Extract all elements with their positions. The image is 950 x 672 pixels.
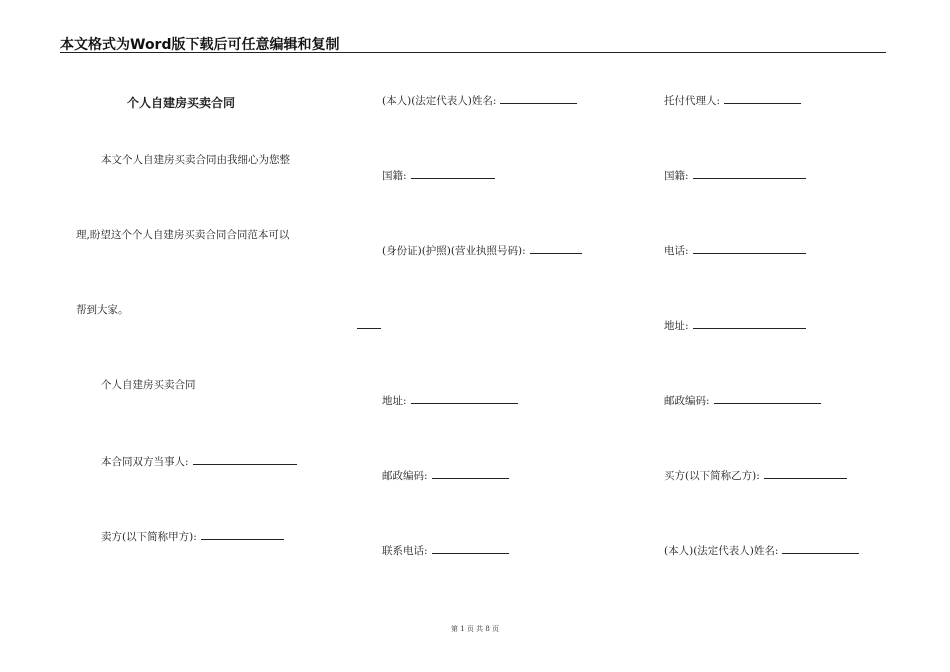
seller-postcode-field [382, 469, 509, 482]
seller-id-field [382, 244, 582, 257]
agent-nationality-field [664, 169, 806, 182]
seller-id-blank [530, 244, 582, 254]
agent-postcode-field [664, 394, 821, 407]
seller-legal-rep-field [382, 94, 577, 107]
agent-address-label: 地址: [664, 320, 689, 332]
agent-nationality-blank [693, 169, 806, 179]
agent-nationality-label: 国籍: [664, 170, 689, 182]
seller-label: 卖方(以下简称甲方): [101, 531, 197, 543]
buyer-label: 买方(以下简称乙方): [664, 470, 760, 482]
seller-nationality-blank [411, 169, 495, 179]
contract-title: 个人自建房买卖合同 [127, 96, 236, 110]
seller-address-label: 地址: [382, 395, 407, 407]
buyer-blank [764, 469, 847, 479]
seller-blank [201, 530, 284, 540]
seller-legal-rep-blank [500, 94, 577, 104]
seller-nationality-label: 国籍: [382, 170, 407, 182]
seller-id-blank-continuation [357, 328, 381, 329]
seller-legal-rep-label: (本人)(法定代表人)姓名: [382, 95, 497, 107]
seller-phone-label: 联系电话: [382, 545, 428, 557]
parties-field [101, 455, 297, 468]
buyer-field [664, 469, 847, 482]
agent-address-field [664, 319, 806, 332]
buyer-legal-rep-field [664, 544, 859, 557]
intro-line-2: 理,盼望这个个人自建房买卖合同合同范本可以 [76, 229, 290, 241]
header-divider [60, 52, 886, 53]
seller-id-label: (身份证)(护照)(营业执照号码): [382, 245, 526, 257]
agent-phone-label: 电话: [664, 245, 689, 257]
seller-field [101, 530, 284, 543]
agent-phone-blank [693, 244, 806, 254]
seller-nationality-field [382, 169, 495, 182]
intro-line-3: 帮到大家。 [76, 304, 129, 316]
agent-postcode-blank [714, 394, 821, 404]
parties-label: 本合同双方当事人: [101, 456, 189, 468]
seller-postcode-label: 邮政编码: [382, 470, 428, 482]
agent-field [664, 94, 801, 107]
seller-address-blank [411, 394, 518, 404]
agent-postcode-label: 邮政编码: [664, 395, 710, 407]
intro-line-1: 本文个人自建房买卖合同由我细心为您整 [101, 154, 290, 166]
contract-subtitle: 个人自建房买卖合同 [101, 379, 196, 391]
seller-phone-blank [432, 544, 509, 554]
agent-phone-field [664, 244, 806, 257]
parties-blank [193, 455, 297, 465]
buyer-legal-rep-label: (本人)(法定代表人)姓名: [664, 545, 779, 557]
seller-postcode-blank [432, 469, 509, 479]
agent-label: 托付代理人: [664, 95, 721, 107]
buyer-legal-rep-blank [782, 544, 859, 554]
agent-address-blank [693, 319, 806, 329]
agent-blank [724, 94, 801, 104]
seller-address-field [382, 394, 518, 407]
page-number: 第 1 页 共 8 页 [450, 625, 500, 633]
seller-phone-field [382, 544, 509, 557]
document-header-title: 本文格式为Word版下载后可任意编辑和复制 [60, 37, 340, 53]
